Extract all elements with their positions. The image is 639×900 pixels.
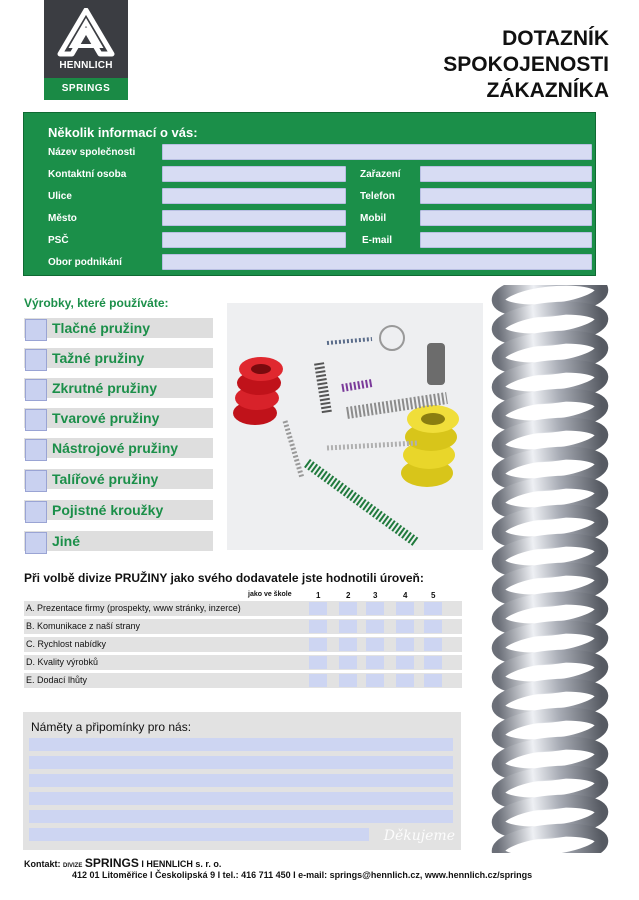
product-label: Tažné pružiny: [52, 350, 145, 366]
position-label: Zařazení: [360, 169, 401, 180]
rating-checkbox[interactable]: [366, 638, 384, 651]
rating-checkbox[interactable]: [339, 656, 357, 669]
rating-row: [24, 655, 462, 670]
product-checkbox[interactable]: [25, 319, 47, 341]
rating-checkbox[interactable]: [366, 674, 384, 687]
rating-row: [24, 673, 462, 688]
company-label: Název společnosti: [48, 147, 136, 158]
rating-checkbox[interactable]: [339, 674, 357, 687]
rating-scale-number: 1: [316, 591, 321, 600]
footer-contact: [24, 856, 221, 870]
street-field[interactable]: [162, 188, 346, 204]
product-item[interactable]: [24, 318, 213, 338]
logo-mark-icon: [56, 8, 116, 58]
hennlich-logo: [44, 0, 128, 100]
field-of-business-label: Obor podnikání: [48, 257, 122, 268]
product-label: Nástrojové pružiny: [52, 440, 179, 456]
product-checkbox[interactable]: [25, 470, 47, 492]
product-checkbox[interactable]: [25, 409, 47, 431]
rating-row-label: B. Komunikace z naší strany: [26, 621, 141, 631]
product-label: Jiné: [52, 533, 81, 549]
comment-line[interactable]: [29, 810, 453, 823]
rating-checkbox[interactable]: [424, 638, 442, 651]
rating-checkbox[interactable]: [424, 620, 442, 633]
rating-scale-label: jako ve škole: [248, 591, 292, 598]
phone-field[interactable]: [420, 188, 592, 204]
footer-company: I HENNLICH s. r. o.: [141, 859, 222, 869]
rating-checkbox[interactable]: [396, 602, 414, 615]
comment-line[interactable]: [29, 774, 453, 787]
product-item[interactable]: [24, 469, 213, 489]
rating-scale-number: 3: [373, 591, 378, 600]
yellow-spring: [401, 405, 459, 487]
product-checkbox[interactable]: [25, 439, 47, 461]
title-line-2: SPOKOJENOSTI: [443, 53, 609, 76]
products-heading: Výrobky, které používáte:: [24, 296, 169, 310]
city-field[interactable]: [162, 210, 346, 226]
rating-scale-number: 5: [431, 591, 436, 600]
product-label: Pojistné kroužky: [52, 502, 164, 518]
footer-address: 412 01 Litoměřice I Českolipská 9 I tel.: 416 711 450 I e-mail: springs@hennlich.cz, www.hennlich.cz/springs: [72, 870, 533, 880]
product-checkbox[interactable]: [25, 501, 47, 523]
product-item[interactable]: [24, 348, 213, 368]
rating-row-label: A. Prezentace firmy (prospekty, www stránky, inzerce): [26, 603, 241, 613]
rating-checkbox[interactable]: [366, 656, 384, 669]
product-checkbox[interactable]: [25, 532, 47, 554]
comment-line[interactable]: [29, 792, 453, 805]
rating-scale-number: 4: [403, 591, 408, 600]
rating-checkbox[interactable]: [424, 674, 442, 687]
footer-contact-label: Kontakt:: [24, 859, 61, 869]
mobile-field[interactable]: [420, 210, 592, 226]
title-line-1: DOTAZNÍK: [502, 27, 609, 50]
comment-line[interactable]: [29, 828, 369, 841]
comment-line[interactable]: [29, 756, 453, 769]
product-label: Zkrutné pružiny: [52, 380, 158, 396]
rating-row: [24, 601, 462, 616]
street-label: Ulice: [48, 191, 72, 202]
springs-photo: [227, 303, 483, 550]
large-spring-image: [490, 285, 610, 853]
product-checkbox[interactable]: [25, 379, 47, 401]
comment-line[interactable]: [29, 738, 453, 751]
rating-row-label: E. Dodací lhůty: [26, 675, 88, 685]
rating-row: [24, 619, 462, 634]
product-item[interactable]: [24, 438, 213, 458]
footer-divize: DIVIZE: [63, 863, 83, 869]
rating-scale-number: 2: [346, 591, 351, 600]
info-heading: Několik informací o vás:: [48, 125, 198, 140]
phone-label: Telefon: [360, 191, 395, 202]
zip-field[interactable]: [162, 232, 346, 248]
rating-checkbox[interactable]: [366, 620, 384, 633]
rating-checkbox[interactable]: [366, 602, 384, 615]
company-field[interactable]: [162, 144, 592, 160]
rating-row-label: C. Rychlost nabídky: [26, 639, 107, 649]
title-line-3: ZÁKAZNÍKA: [486, 79, 609, 102]
customer-info-box: [23, 112, 596, 276]
zip-label: PSČ: [48, 235, 69, 246]
comments-box: [23, 712, 461, 850]
thanks-signature: Děkujeme: [383, 828, 455, 844]
canister-spring: [427, 343, 445, 385]
contact-field[interactable]: [162, 166, 346, 182]
rating-checkbox[interactable]: [309, 620, 327, 633]
rating-checkbox[interactable]: [309, 656, 327, 669]
rating-row-label: D. Kvality výrobků: [26, 657, 99, 667]
rating-checkbox[interactable]: [396, 638, 414, 651]
page-title: [443, 26, 609, 104]
rating-checkbox[interactable]: [396, 656, 414, 669]
product-item[interactable]: [24, 500, 213, 520]
email-label: E-mail: [362, 235, 393, 246]
city-label: Město: [48, 213, 77, 224]
rating-checkbox[interactable]: [396, 620, 414, 633]
logo-springs: SPRINGS: [44, 78, 128, 100]
rating-checkbox[interactable]: [424, 656, 442, 669]
rating-checkbox[interactable]: [339, 602, 357, 615]
product-label: Tlačné pružiny: [52, 320, 151, 336]
rating-checkbox[interactable]: [424, 602, 442, 615]
position-field[interactable]: [420, 166, 592, 182]
rating-heading: Při volbě divize PRUŽINY jako svého dodavatele jste hodnotili úroveň:: [24, 571, 424, 585]
comments-heading: Náměty a připomínky pro nás:: [31, 720, 192, 734]
rating-row: [24, 637, 462, 652]
rating-checkbox[interactable]: [396, 674, 414, 687]
product-item[interactable]: [24, 378, 213, 398]
rating-checkbox[interactable]: [339, 620, 357, 633]
rating-checkbox[interactable]: [339, 638, 357, 651]
contact-label: Kontaktní osoba: [48, 169, 127, 180]
rating-checkbox[interactable]: [309, 674, 327, 687]
rating-checkbox[interactable]: [309, 638, 327, 651]
product-checkbox[interactable]: [25, 349, 47, 371]
rating-checkbox[interactable]: [309, 602, 327, 615]
mobile-label: Mobil: [360, 213, 387, 224]
footer-springs: SPRINGS: [84, 856, 139, 870]
product-item[interactable]: [24, 408, 213, 428]
product-label: Talířové pružiny: [52, 471, 159, 487]
logo-name: HENNLICH: [59, 60, 113, 71]
email-field[interactable]: [420, 232, 592, 248]
product-item[interactable]: [24, 531, 213, 551]
field-of-business-field[interactable]: [162, 254, 592, 270]
product-label: Tvarové pružiny: [52, 410, 160, 426]
